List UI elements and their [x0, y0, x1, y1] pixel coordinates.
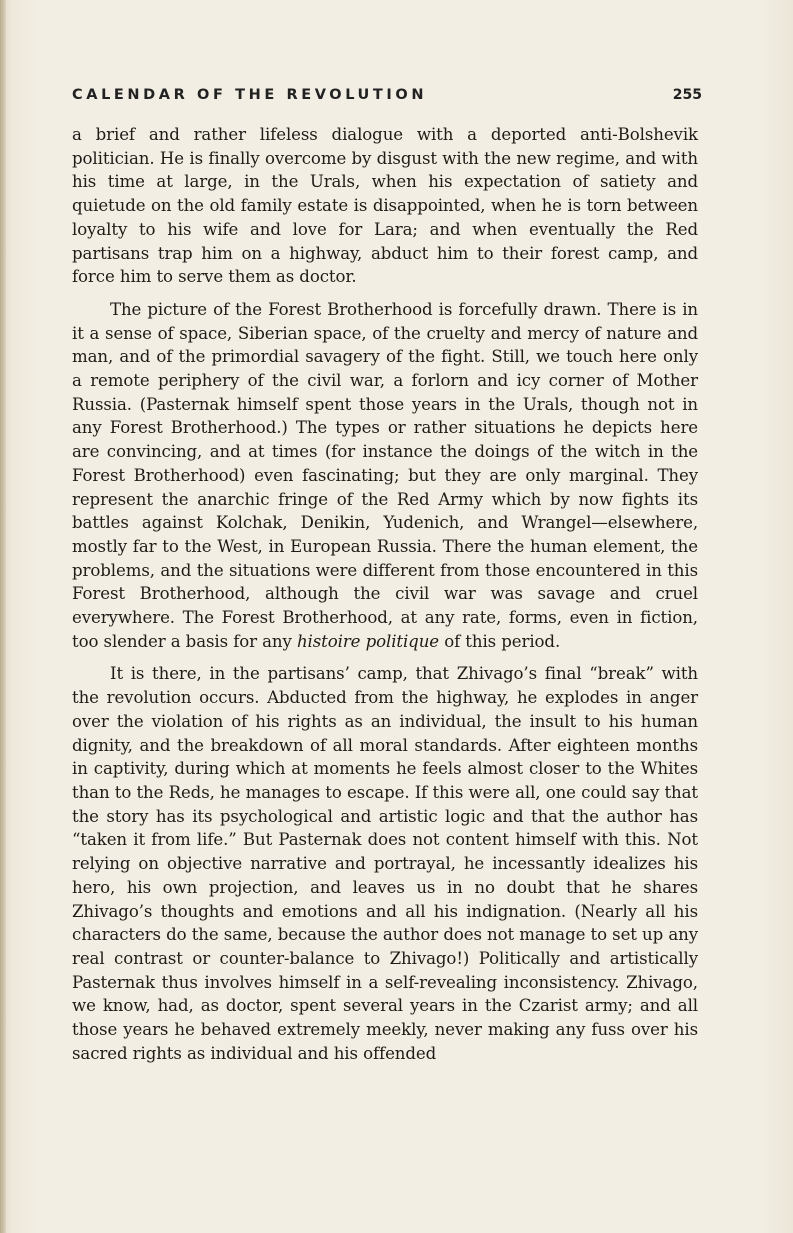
- italic-phrase: histoire politique: [296, 631, 440, 651]
- paragraph-2-text: The picture of the Forest Brotherhood is forcefully drawn. There is in it a sense of space, Siberian space, of the cruelty and mercy of nature and man, and of the primordial savagery of the fight. Still, we touch here only a remote periphery of the civil war, a forlorn and icy corner of Mother Russia. (Pasternak himself spent those years in the Urals, though not in any Forest Brotherhood.) The types or rather situations he depicts here are convincing, and at times (for instance the doings of the witch in the Forest Brotherhood) even fascinating; but they are only marginal. They represent the anarchic fringe of the Red Army which by now fights its battles against Kolchak, Denikin, Yudenich, and Wrangel—elsewhere, mostly far to the West, in European Russia. There the human element, the problems, and the situations were different from those encountered in this Forest Brotherhood, although the civil war was savage and cruel everywhere. The Forest Brotherhood, at any rate, forms, even in fiction, too slender a basis for any: [72, 299, 698, 651]
- paragraph-2: [72, 298, 698, 654]
- page-gutter-edge: [0, 0, 6, 1233]
- running-title: CALENDAR OF THE REVOLUTION: [72, 87, 428, 103]
- paragraph-2-end: of this period.: [439, 631, 561, 651]
- paragraph-3: It is there, in the partisans’ camp, that Zhivago’s final “break” with the revolution occurs. Abducted from the highway, he explodes in anger over the violation of his rights as an individual, the insult to his human dignity, and the breakdown of all moral standards. After eighteen months in captivity, during which at moments he feels almost closer to the Whites than to the Reds, he manages to escape. If this were all, one could say that the story has its psychological and artistic logic and that the author has “taken it from life.” But Pasternak does not content himself with this. Not relying on objective narrative and portrayal, he incessantly idealizes his hero, his own projection, and leaves us in no doubt that he shares Zhivago’s thoughts and emotions and all his indignation. (Nearly all his characters do the same, because the author does not manage to set up any real contrast or counter-balance to Zhivago!) Politically and artistically Pasternak thus involves himself in a self-revealing inconsistency. Zhivago, we know, had, as doctor, spent several years in the Czarist army; and all those years he behaved extremely meekly, never making any fuss over his sacred rights as individual and his offended: [72, 664, 698, 1063]
- paragraph-1: a brief and rather lifeless dialogue with a deported anti-Bolshevik politician. He is finally overcome by disgust with the new regime, and with his time at large, in the Urals, when his expectation of satiety and quietude on the old family estate is disappointed, when he is torn between loyalty to his wife and love for Lara; and when eventually the Red partisans trap him on a highway, abduct him to their forest camp, and force him to serve them as doctor.: [72, 125, 698, 287]
- body-text: [72, 123, 698, 1074]
- running-head: [72, 87, 702, 109]
- page-number: 255: [672, 87, 702, 103]
